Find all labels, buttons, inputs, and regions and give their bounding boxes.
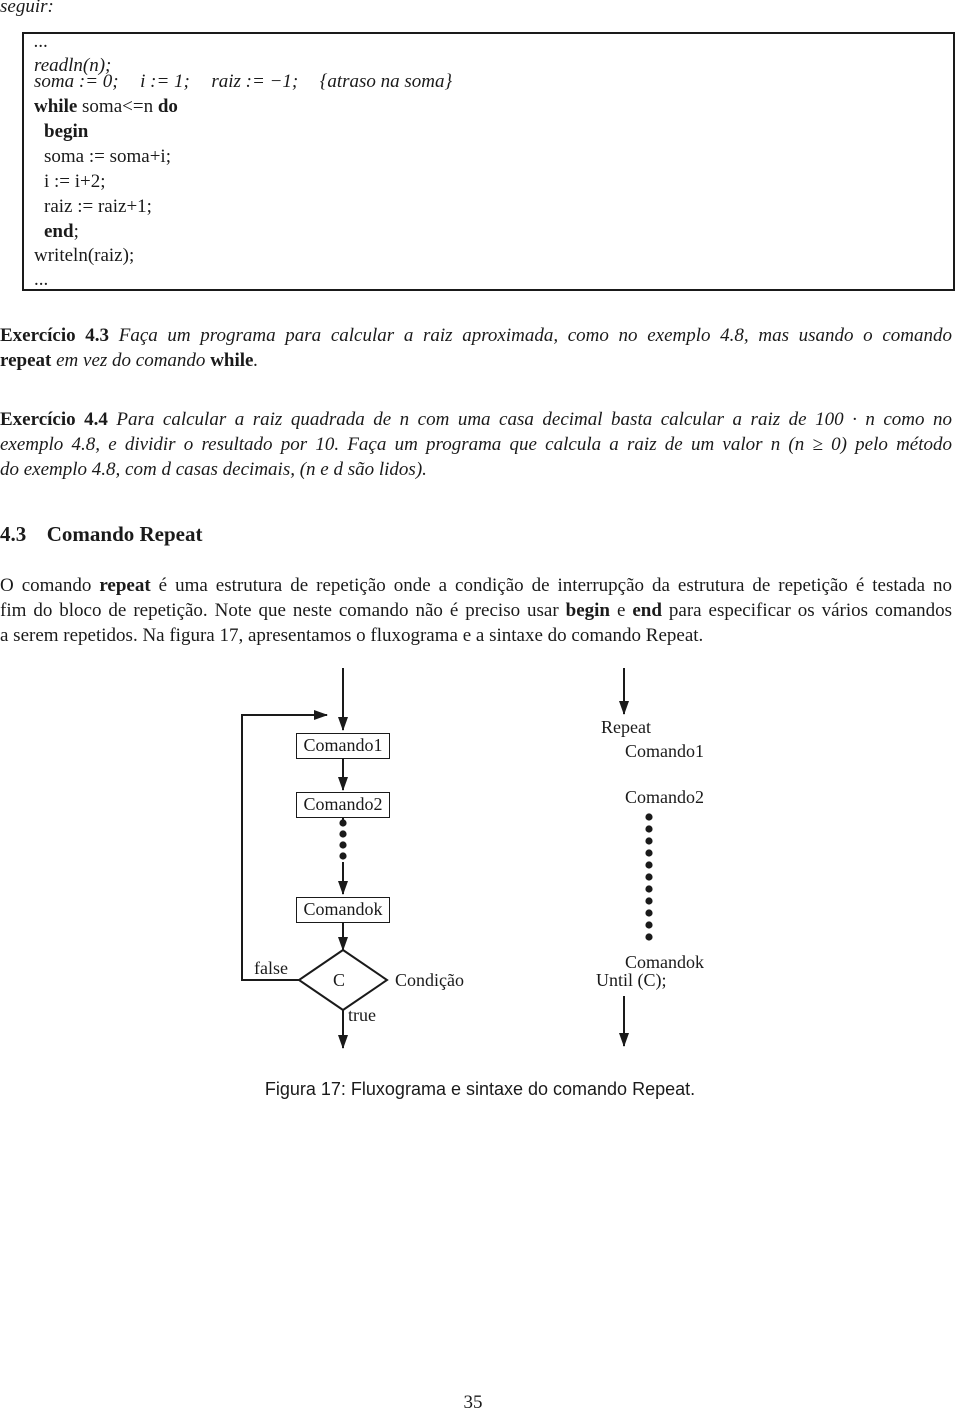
exercise-4-3-end: . <box>253 350 259 371</box>
flowchart-condition-label: Condição <box>395 970 464 990</box>
syntax-continuation-dots <box>645 813 652 940</box>
code-line-writeln: writeln(raiz); <box>34 245 135 266</box>
section-title: Comando Repeat <box>46 522 203 546</box>
syntax-repeat: Repeat <box>601 717 651 737</box>
code-init-i: i := 1; <box>140 71 190 92</box>
flowchart-box-comandok: Comandok <box>296 897 390 923</box>
code-init-raiz: raiz := −1; <box>211 71 299 92</box>
code-line-ellipsis-top: ... <box>34 31 49 52</box>
page-number: 35 <box>463 1392 483 1413</box>
code-line-readln: readln(n); <box>34 55 112 76</box>
syntax-comando2: Comando2 <box>625 787 704 807</box>
code-init-soma: soma := 0; <box>34 71 119 92</box>
body-text-2b: para especificar os vários comandos <box>668 600 953 621</box>
code-line-ellipsis-bottom: ... <box>34 269 49 290</box>
code-keyword-do: do <box>157 96 178 117</box>
body-text-1a: O comando <box>0 575 92 596</box>
syntax-until: Until (C); <box>596 970 667 990</box>
flowchart-box-comando2: Comando2 <box>296 792 390 818</box>
exercise-4-4-text-1: Para calcular a raiz quadrada de n com uma casa decimal basta calcular a raiz de 100 · n como no <box>116 409 953 430</box>
exercise-4-3-kw-repeat: repeat <box>0 350 52 371</box>
figure-caption: Figura 17: Fluxograma e sintaxe do comando Repeat. <box>264 1079 696 1099</box>
flowchart-continuation-dots <box>339 819 346 859</box>
exercise-4-3-mid: em vez do comando <box>56 350 206 371</box>
body-text-2a: fim do bloco de repetição. Note que neste comando não é preciso usar <box>0 600 559 621</box>
code-line-soma: soma := soma+i; <box>44 146 171 167</box>
body-text-2mid: e <box>616 600 626 621</box>
code-keyword-begin: begin <box>44 121 89 142</box>
exercise-4-4-line-3: do exemplo 4.8, com d casas decimais, (n e d são lidos). <box>0 459 427 480</box>
code-line-raiz: raiz := raiz+1; <box>44 196 152 217</box>
code-keyword-while: while <box>34 96 78 117</box>
flowchart-condition-symbol: C <box>333 970 346 990</box>
body-line-3: a serem repetidos. Na figura 17, apresentamos o fluxograma e a sintaxe do comando Repeat. <box>0 625 704 646</box>
code-comment: {atraso na soma} <box>319 71 453 92</box>
exercise-4-4-line-2: exemplo 4.8, e dividir o resultado por 10. Faça um programa que calcula a raiz de um valor n (n ≥ 0) pelo método <box>0 434 952 455</box>
code-line-i: i := i+2; <box>44 171 106 192</box>
flowchart-true-label: true <box>348 1005 376 1025</box>
section-number: 4.3 <box>0 522 27 546</box>
body-kw-repeat: repeat <box>99 575 151 596</box>
syntax-comando1: Comando1 <box>625 741 704 761</box>
body-kw-end: end <box>632 600 662 621</box>
body-text-1b: é uma estrutura de repetição onde a condição de interrupção da estrutura de repetição é testada no <box>158 575 952 596</box>
code-while-condition: soma<=n <box>82 96 154 117</box>
body-kw-begin: begin <box>565 600 611 621</box>
exercise-4-3-text: Faça um programa para calcular a raiz aproximada, como no exemplo 4.8, mas usando o comando <box>118 325 953 346</box>
top-fragment-text: seguir: <box>0 0 54 17</box>
code-keyword-end: end <box>44 221 74 242</box>
exercise-4-4-label: Exercício 4.4 <box>0 409 108 430</box>
syntax-comandok: Comandok <box>625 952 704 972</box>
code-end-semicolon: ; <box>73 221 79 242</box>
exercise-4-3-label: Exercício 4.3 <box>0 325 110 346</box>
flowchart-box-comando1: Comando1 <box>296 733 390 759</box>
flowchart-false-label: false <box>254 958 288 978</box>
exercise-4-3-kw-while: while <box>210 350 254 371</box>
